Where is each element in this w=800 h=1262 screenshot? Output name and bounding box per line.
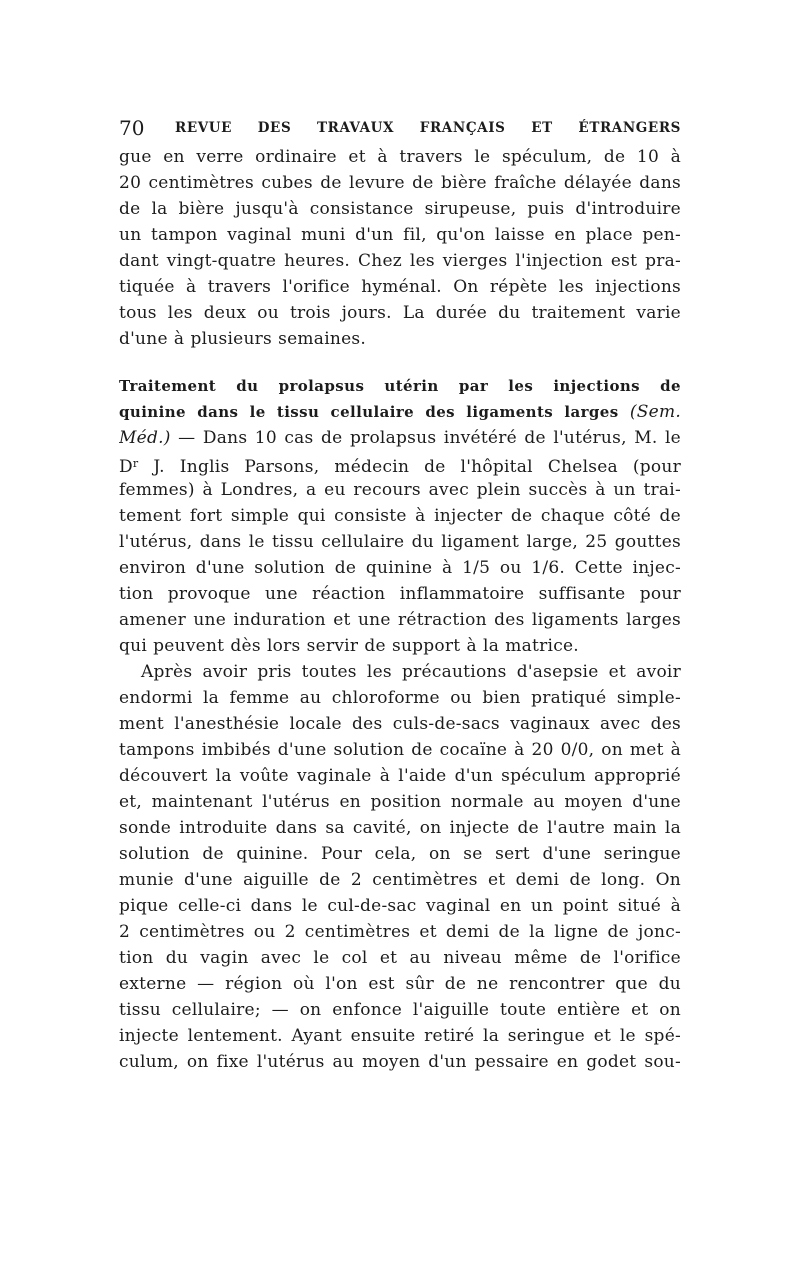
text-line: d'une à plusieurs semaines.	[119, 329, 367, 349]
text-line: l'utérus, dans le tissu cellulaire du ligament large, 25 gouttes	[119, 532, 681, 552]
running-head-title: REVUE DES TRAVAUX FRANÇAIS ET ÉTRANGERS	[175, 120, 681, 136]
page	[119, 114, 681, 1075]
source-citation: (Sem.	[618, 402, 681, 422]
text-line: Après avoir pris toutes les précautions d'asepsie et avoir	[141, 662, 681, 682]
text-line: qui peuvent dès lors servir de support à la matrice.	[119, 636, 579, 656]
text-line: tion provoque une réaction inflammatoire suffisante pour	[119, 584, 681, 604]
text-line: de la bière jusqu'à consistance sirupeuse, puis d'introduire	[119, 199, 681, 219]
text-line: et, maintenant l'utérus en position normale au moyen d'une	[119, 792, 681, 812]
text-line: femmes) à Londres, a eu recours avec plein succès à un trai-	[119, 480, 681, 500]
text-line: tous les deux ou trois jours. La durée du traitement varie	[119, 303, 681, 323]
text-line: 2 centimètres ou 2 centimètres et demi de la ligne de jonc-	[119, 922, 681, 942]
paragraph-3	[119, 659, 681, 1075]
source-citation-cont: Méd.)	[119, 428, 171, 448]
text-line: ment l'anesthésie locale des culs-de-sacs vaginaux avec des	[119, 714, 681, 734]
text-line: sonde introduite dans sa cavité, on injecte de l'autre main la	[119, 818, 681, 838]
text-line: environ d'une solution de quinine à 1/5 ou 1/6. Cette injec-	[119, 558, 681, 578]
text-line: munie d'une aiguille de 2 centimètres et demi de long. On	[119, 870, 681, 890]
text-line: dant vingt-quatre heures. Chez les vierges l'injection est pra-	[119, 251, 681, 271]
section-heading: Traitement du prolapsus utérin par les injections de	[119, 377, 681, 395]
text-line: amener une induration et une rétraction des ligaments larges	[119, 610, 681, 630]
page-number: 70	[119, 116, 145, 140]
text-line	[119, 425, 681, 451]
text-run: J. Inglis Parsons, médecin de l'hôpital Chelsea (pour	[138, 457, 681, 477]
section-treatment-prolapsus	[119, 373, 681, 659]
running-head	[119, 114, 681, 144]
text-line: solution de quinine. Pour cela, on se sert d'une seringue	[119, 844, 681, 864]
doctor-abbrev: D	[119, 457, 133, 477]
section-heading-line	[119, 373, 681, 399]
text-line: tement fort simple qui consiste à injecter de chaque côté de	[119, 506, 681, 526]
doctor-abbrev-sup: r	[132, 457, 139, 470]
section-heading-cont: quinine dans le tissu cellulaire des ligaments larges	[119, 403, 619, 421]
text-line: culum, on fixe l'utérus au moyen d'un pessaire en godet sou-	[119, 1052, 681, 1072]
text-line: tampons imbibés d'une solution de cocaïne à 20 0/0, on met à	[119, 740, 681, 760]
text-line: gue en verre ordinaire et à travers le spéculum, de 10 à	[119, 147, 681, 167]
text-line: injecte lentement. Ayant ensuite retiré la seringue et le spé-	[119, 1026, 681, 1046]
text-line: endormi la femme au chloroforme ou bien pratiqué simple-	[119, 688, 681, 708]
text-line	[119, 451, 681, 477]
text-run: — Dans 10 cas de prolapsus invétéré de l'utérus, M. le	[170, 428, 681, 448]
text-line: pique celle-ci dans le cul-de-sac vaginal en un point situé à	[119, 896, 681, 916]
text-line: tissu cellulaire; — on enfonce l'aiguille toute entière et on	[119, 1000, 681, 1020]
text-line: découvert la voûte vaginale à l'aide d'un spéculum approprié	[119, 766, 681, 786]
text-line: externe — région où l'on est sûr de ne rencontrer que du	[119, 974, 681, 994]
text-line: tion du vagin avec le col et au niveau même de l'orifice	[119, 948, 681, 968]
section-heading-line	[119, 399, 681, 425]
text-line: tiquée à travers l'orifice hyménal. On répète les injections	[119, 277, 681, 297]
text-line: un tampon vaginal muni d'un fil, qu'on laisse en place pen-	[119, 225, 681, 245]
paragraph-1	[119, 144, 681, 352]
text-line: 20 centimètres cubes de levure de bière fraîche délayée dans	[119, 173, 681, 193]
